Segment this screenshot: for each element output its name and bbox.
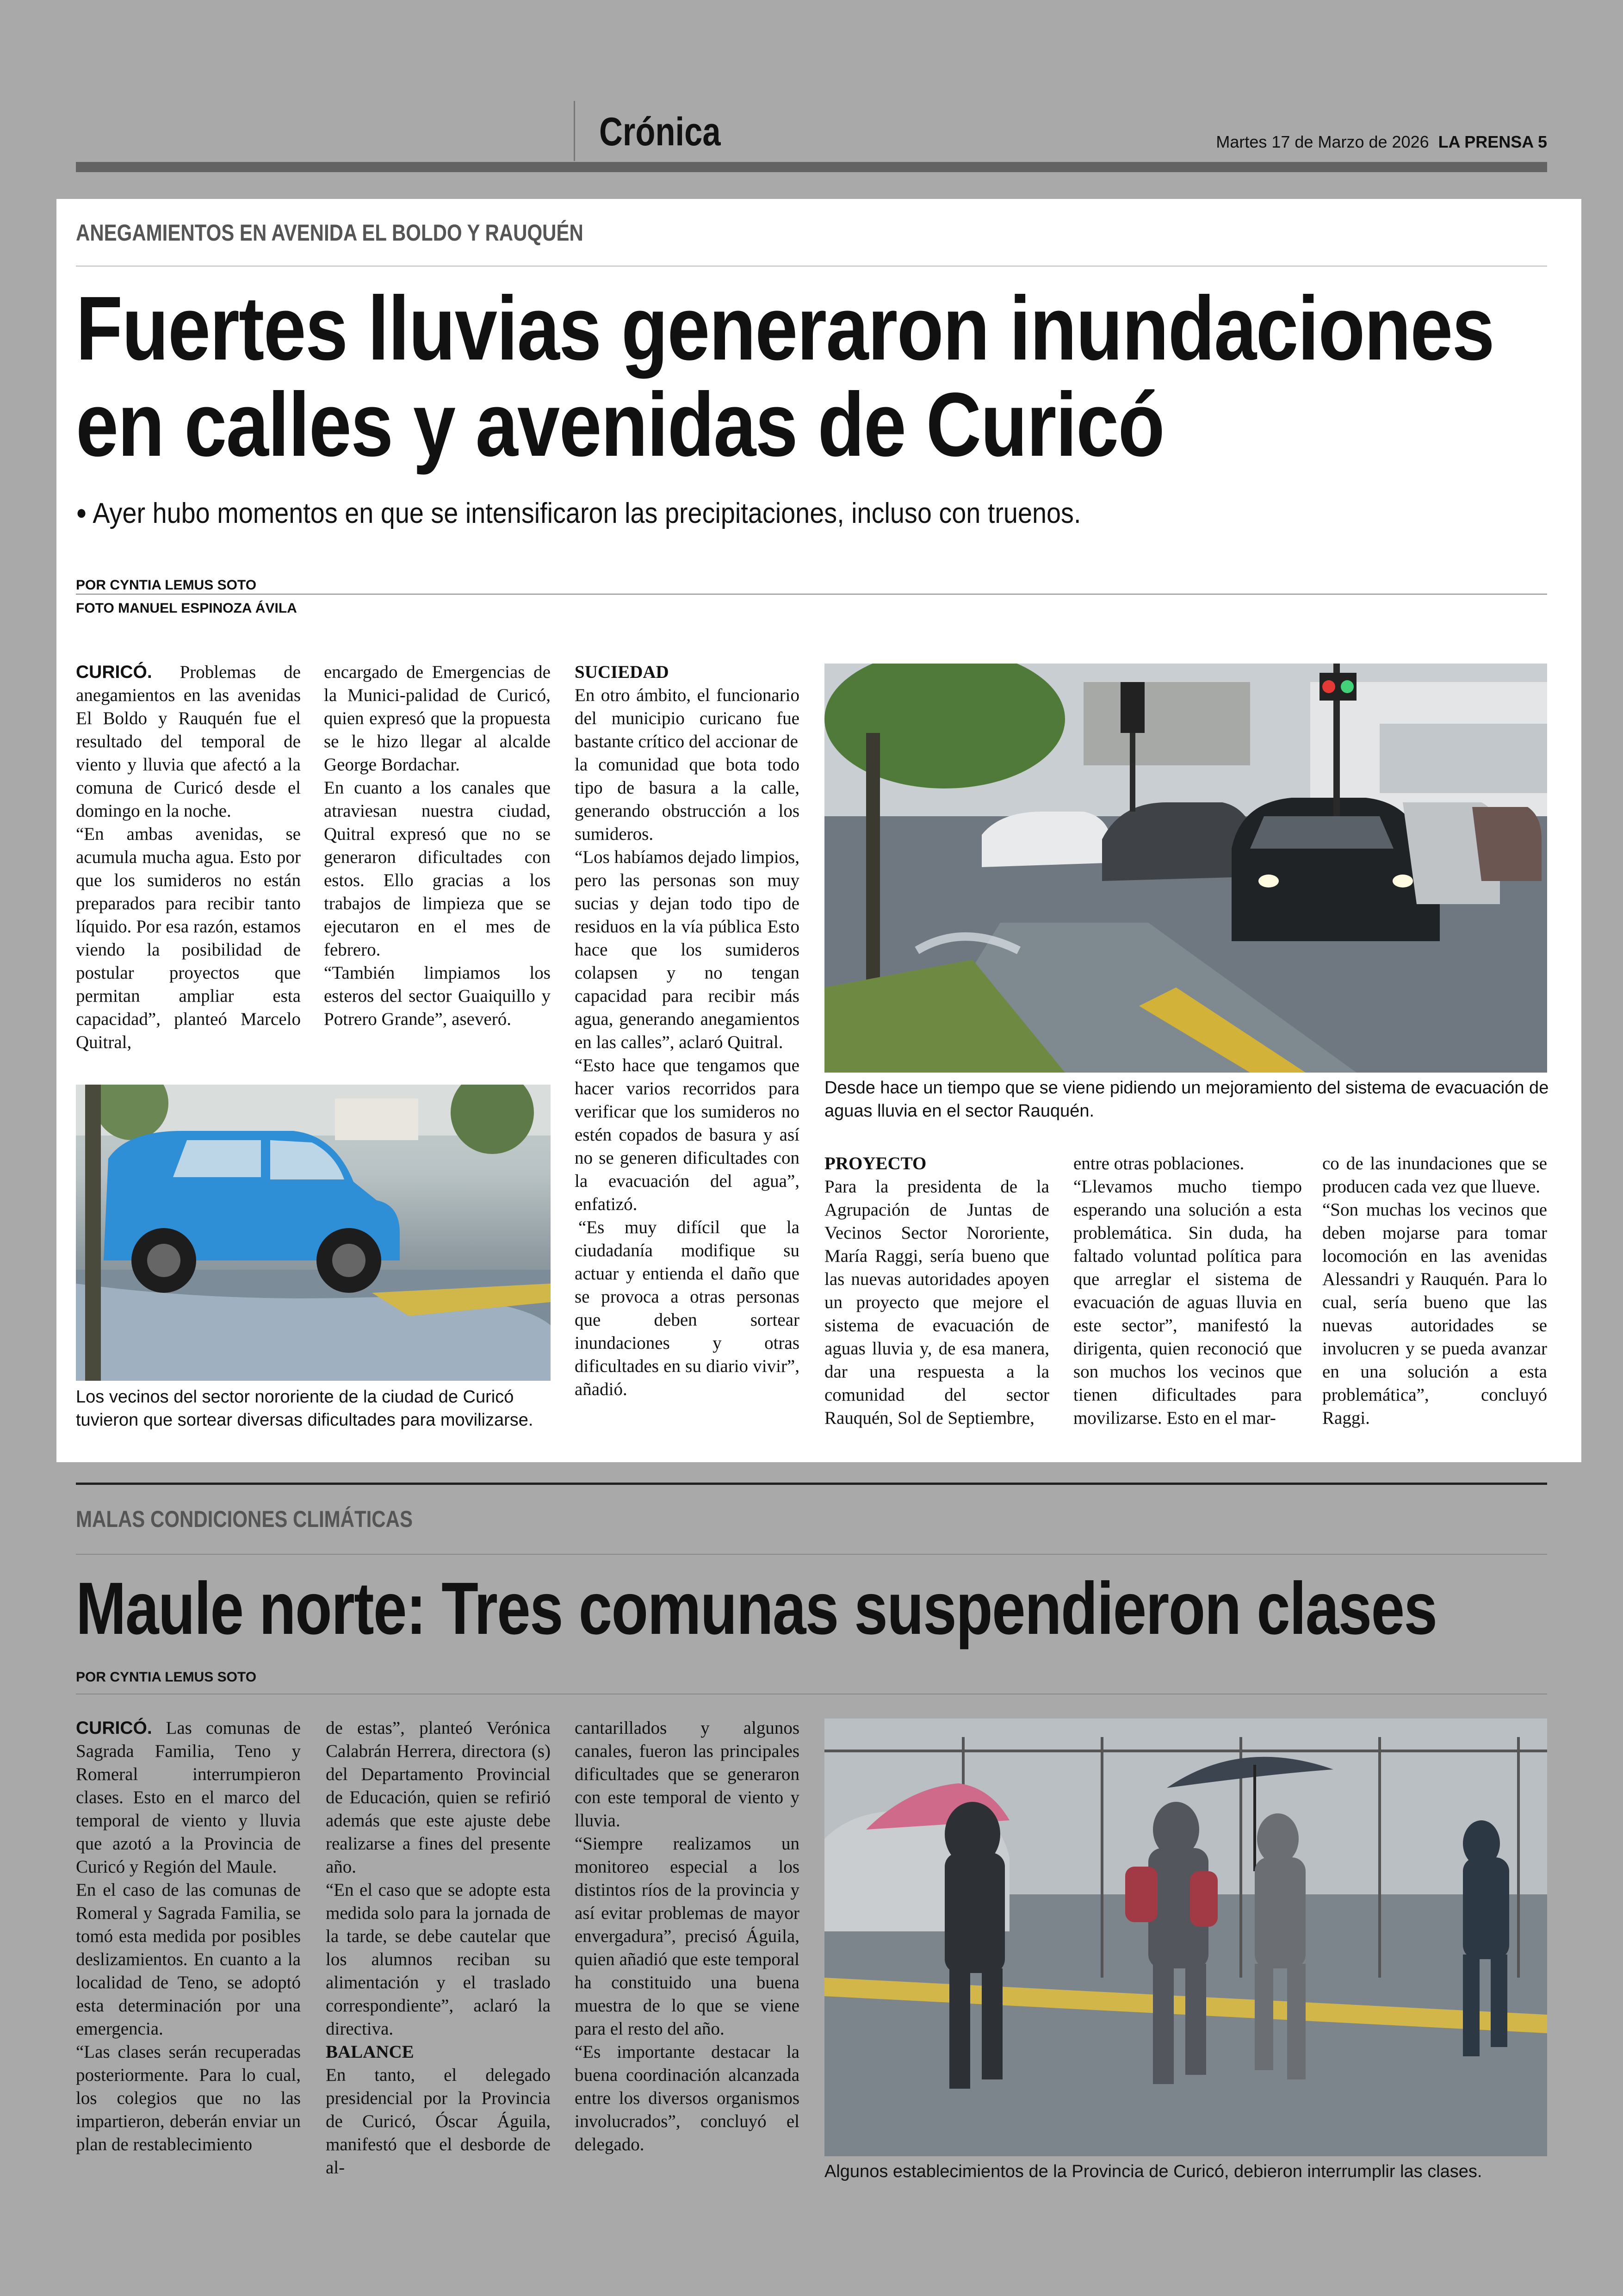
paragraph: cantarillados y algunos canales, fueron las principales dificultades que se generaron con este temporal de viento y lluvia. bbox=[575, 1718, 799, 1831]
paragraph: En tanto, el delegado presidencial por la Provincia de Curicó, Óscar Águila, manifestó que el desborde de al- bbox=[326, 2065, 551, 2178]
bullet-icon: ● bbox=[76, 501, 87, 524]
subheading-suciedad: SUCIEDAD bbox=[575, 662, 669, 682]
article2-kicker: MALAS CONDICIONES CLIMÁTICAS bbox=[76, 1506, 413, 1532]
flooded-car-illustration bbox=[76, 1085, 551, 1381]
subhead-text: Ayer hubo momentos en que se intensificaron las precipitaciones, incluso con truenos. bbox=[93, 497, 1081, 529]
paragraph: En otro ámbito, el funcionario del municipio curicano fue bastante crítico del accionar de bbox=[575, 685, 799, 751]
article1-column-6 bbox=[1322, 1152, 1547, 1430]
article1-column-2 bbox=[324, 661, 551, 1031]
article1-column-5 bbox=[1073, 1152, 1302, 1430]
paragraph: “Es muy difícil que la ciudadanía modifique su actuar y entienda el daño que se provoca a otras personas que deben sortear inundaciones y otras dificultades en su diario vivir”, añadió. bbox=[575, 1217, 799, 1399]
article1-photo-credit: FOTO MANUEL ESPINOZA ÁVILA bbox=[76, 601, 297, 616]
paragraph: “Las clases serán recuperadas posteriormente. Para lo cual, los colegios que no las impartieron, deberán enviar un plan de restablecimiento bbox=[76, 2042, 301, 2154]
article2-byline: POR CYNTIA LEMUS SOTO bbox=[76, 1669, 257, 1685]
issue-date: Martes 17 de Marzo de 2026 bbox=[1216, 132, 1429, 151]
paragraph: “En el caso que se adopte esta medida solo para la jornada de la tarde, se debe cautelar que los alumnos reciban su alimentación y el traslado correspondiente”, aclaró la directiva. bbox=[326, 1880, 551, 2039]
paragraph: entre otras poblaciones. bbox=[1073, 1154, 1245, 1173]
kicker-rule bbox=[76, 266, 1547, 267]
paragraph: “También limpiamos los esteros del sector Guaiquillo y Potrero Grande”, aseveró. bbox=[324, 963, 551, 1029]
headline-line-1: Fuertes lluvias generaron inundaciones bbox=[76, 278, 1494, 379]
rainy-street-photo bbox=[824, 664, 1547, 1073]
header-bar bbox=[76, 162, 1547, 172]
article1-kicker: ANEGAMIENTOS EN AVENIDA EL BOLDO Y RAUQUÉN bbox=[76, 220, 583, 246]
article2-column-2 bbox=[326, 1717, 551, 2179]
header-divider bbox=[574, 101, 575, 161]
subheading-balance: BALANCE bbox=[326, 2042, 414, 2062]
paragraph: En el caso de las comunas de Romeral y Sagrada Familia, se tomó esta medida por posibles deslizamientos. En cuanto a la localidad de Teno, se adoptó esta determinación por una emergencia. bbox=[76, 1880, 301, 2039]
headline-line-2: en calles y avenidas de Curicó bbox=[76, 374, 1164, 475]
article1-headline bbox=[76, 280, 1494, 473]
street-photo-caption: Desde hace un tiempo que se viene pidiendo un mejoramiento del sistema de evacuación de aguas lluvia en el sector Rauquén. bbox=[824, 1078, 1549, 1121]
dateline: CURICÓ. bbox=[76, 1718, 152, 1738]
pedestrians-illustration bbox=[824, 1719, 1547, 2156]
article1-column-4 bbox=[824, 1152, 1049, 1430]
subheading-proyecto: PROYECTO bbox=[824, 1154, 927, 1173]
article2-column-3 bbox=[575, 1717, 799, 2156]
article1-column-1 bbox=[76, 661, 301, 1054]
paragraph: de estas”, planteó Verónica Calabrán Herrera, directora (s) del Departamento Provincial de Educación, quien se refirió además que este ajuste debe realizarse a fines del presente año. bbox=[326, 1718, 551, 1877]
paragraph: Las comunas de Sagrada Familia, Teno y Romeral interrumpieron clases. Esto en el marco del temporal de viento y lluvia que azotó a la Provincia de Curicó y Región del Maule. bbox=[76, 1718, 301, 1877]
paragraph: “En ambas avenidas, se acumula mucha agua. Esto por que los sumideros no están preparados para recibir tanto líquido. Por esa razón, estamos viendo la posibilidad de postular proyectos que permitan ampliar esta capacidad”, planteó Marcelo Quitral, bbox=[76, 824, 301, 1052]
paragraph: encargado de Emergencias de la Munici-palidad de Curicó, quien expresó que la propuesta se le hizo llegar al alcalde George Bordachar. bbox=[324, 662, 551, 775]
paragraph: Para la presidenta de la Agrupación de Juntas de Vecinos Sector Nororiente, María Raggi, sería bueno que las nuevas autoridades apoyen un proyecto que mejore el sistema de evacuación de aguas lluvia y, de esa manera, dar una respuesta a la comunidad del sector Rauquén, Sol de Septiembre, bbox=[824, 1177, 1049, 1428]
paragraph: “Los habíamos dejado limpios, pero las personas son muy sucias y dejan todo tipo de residuos en la vía pública Esto hace que los sumideros colapsen y no tengan capacidad para recibir más agua, generando anegamientos en las calles”, aclaró Quitral. bbox=[575, 847, 799, 1052]
article1-column-3 bbox=[575, 661, 799, 1401]
issue-date-line bbox=[1216, 132, 1547, 152]
paragraph: En cuanto a los canales que atraviesan nuestra ciudad, Quitral expresó que no se generaron dificultades con estos. Ello gracias a los trabajos de limpieza que se ejecutaron en el mes de febrero. bbox=[324, 778, 551, 960]
article2-top-rule bbox=[76, 1483, 1547, 1485]
article1-subhead bbox=[76, 497, 1081, 530]
article2-headline: Maule norte: Tres comunas suspendieron clases bbox=[76, 1567, 1437, 1650]
dateline: CURICÓ. bbox=[76, 662, 152, 682]
pedestrians-photo bbox=[824, 1719, 1547, 2156]
section-title: Crónica bbox=[599, 110, 721, 154]
byline-rule bbox=[76, 594, 1547, 595]
paragraph: “Llevamos mucho tiempo esperando una solución a esta problemática. Sin duda, ha faltado voluntad política para que arreglar el sistema de evacuación de aguas lluvia en este sector”, manifestó la dirigenta, quien reconoció que son muchos los vecinos que tienen dificultades para movilizarse. Esto en el mar- bbox=[1073, 1177, 1302, 1428]
pedestrians-photo-caption: Algunos establecimientos de la Provincia de Curicó, debieron interrumplir las clases. bbox=[824, 2162, 1482, 2181]
paragraph: Problemas de anegamientos en las avenidas El Boldo y Rauquén fue el resultado del temporal de viento y lluvia que afectó a la comuna de Curicó desde el domingo en la noche. bbox=[76, 662, 301, 821]
paragraph: “Esto hace que tengamos que hacer varios recorridos para verificar que los sumideros no estén copados de basura y así no se generen dificultades con la evacuación del agua”, enfatizó. bbox=[575, 1055, 799, 1214]
paragraph: “Son muchas los vecinos que deben mojarse para tomar locomoción en las avenidas Alessandri y Rauquén. Para lo cual, sería bueno que las nuevas autoridades se involucren y se pueda avanzar en una solución a esta problemática”, concluyó Raggi. bbox=[1322, 1200, 1547, 1428]
article2-column-1 bbox=[76, 1717, 301, 2156]
paragraph: co de las inundaciones que se producen cada vez que llueve. bbox=[1322, 1154, 1547, 1197]
article2-kicker-rule bbox=[76, 1554, 1547, 1555]
paragraph: “Es importante destacar la buena coordinación alcanzada entre los diversos organismos involucrados”, concluyó el delegado. bbox=[575, 2042, 799, 2154]
car-photo-caption: Los vecinos del sector nororiente de la ciudad de Curicó tuvieron que sortear diversas dificultades para movilizarse. bbox=[76, 1387, 533, 1430]
paragraph: “Siempre realizamos un monitoreo especial a los distintos ríos de la provincia y así evitar problemas de mayor envergadura”, precisó Águila, quien añadió que este temporal ha constituido una buena muestra de lo que se viene para el resto del año. bbox=[575, 1834, 799, 2039]
flooded-car-photo bbox=[76, 1085, 551, 1381]
paragraph: la comunidad que bota todo tipo de basura a la calle, generando obstrucción a los sumideros. bbox=[575, 755, 799, 844]
rainy-street-illustration bbox=[824, 664, 1547, 1073]
article1-byline: POR CYNTIA LEMUS SOTO bbox=[76, 577, 257, 593]
publication-page: LA PRENSA 5 bbox=[1438, 132, 1547, 151]
